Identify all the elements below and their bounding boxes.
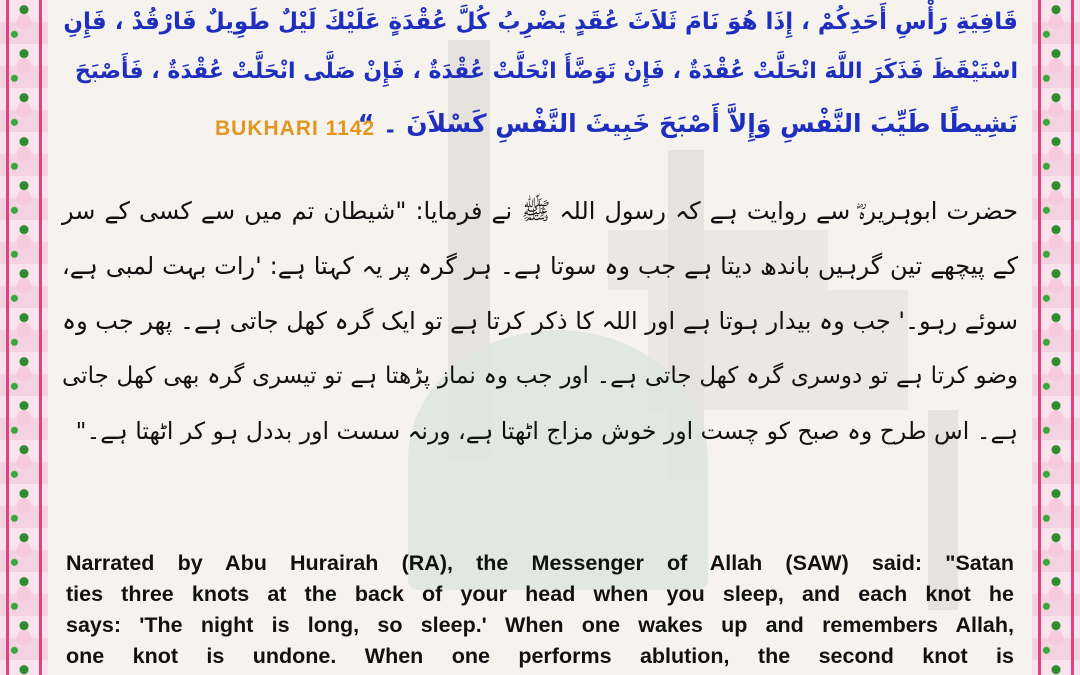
english-translation [66, 548, 1014, 672]
decorative-border-right [1032, 0, 1080, 675]
english-line: Narrated by Abu Hurairah (RA), the Messenger of Allah (SAW) said: "Satan [66, 551, 1014, 575]
urdu-line: سوئے رہو۔' جب وہ بیدار ہوتا ہے اور اللہ کا ذکر کرتا ہے تو ایک گرہ کھل جاتی ہے۔ پھر جب وہ [62, 307, 1018, 335]
hadith-reference: BUKHARI 1142 [215, 117, 376, 140]
arabic-text-line-3: نَشِيطًا طَيِّبَ النَّفْسِ وَإِلاَّ أَصْبَحَ خَبِيثَ النَّفْسِ كَسْلاَنَ ۔ “ [357, 109, 1018, 138]
urdu-line: ہے۔ اس طرح وہ صبح کو چست اور خوش مزاج اٹھتا ہے، ورنہ سست اور بددل ہو کر اٹھتا ہے۔" [75, 417, 1018, 445]
english-line: one knot is undone. When one performs ablution, the second knot is [66, 644, 1014, 668]
urdu-line: حضرت ابوہریرہؓ سے روایت ہے کہ رسول اللہ ﷺ نے فرمایا: "شیطان تم میں سے کسی کے سر [62, 197, 1019, 225]
arabic-text-line-1: قَافِيَةِ رَأْسِ أَحَدِكُمْ ، إِذَا هُوَ نَامَ ثَلاَثَ عُقَدٍ يَضْرِبُ كُلَّ عُقْدَةٍ عَلَيْكَ لَيْلٌ طَوِيلٌ فَارْقُدْ ، فَإِنِ [63, 9, 1018, 35]
urdu-line: وضو کرتا ہے تو دوسری گرہ کھل جاتی ہے۔ اور جب وہ نماز پڑھتا ہے تو تیسری گرہ بھی کھل جاتی [62, 363, 1018, 389]
urdu-line: کے پیچھے تین گرہیں باندھ دیتا ہے جب وہ سوتا ہے۔ ہر گرہ پر یہ کہتا ہے: 'رات بہت لمبی ہے، [62, 252, 1018, 280]
english-line: ties three knots at the back of your head when you sleep, and each knot he [66, 582, 1014, 606]
decorative-border-left [0, 0, 48, 675]
urdu-translation [62, 185, 1018, 460]
arabic-text-line-2: اسْتَيْقَظَ فَذَكَرَ اللَّهَ انْحَلَّتْ عُقْدَةٌ ، فَإِنْ تَوَضَّأَ انْحَلَّتْ عُقْدَةٌ ، فَإِنْ صَلَّى انْحَلَّتْ عُقْدَةٌ ، فَأَصْبَحَ [74, 59, 1018, 84]
english-line: says: 'The night is long, so sleep.' When one wakes up and remembers Allah, [66, 613, 1014, 637]
